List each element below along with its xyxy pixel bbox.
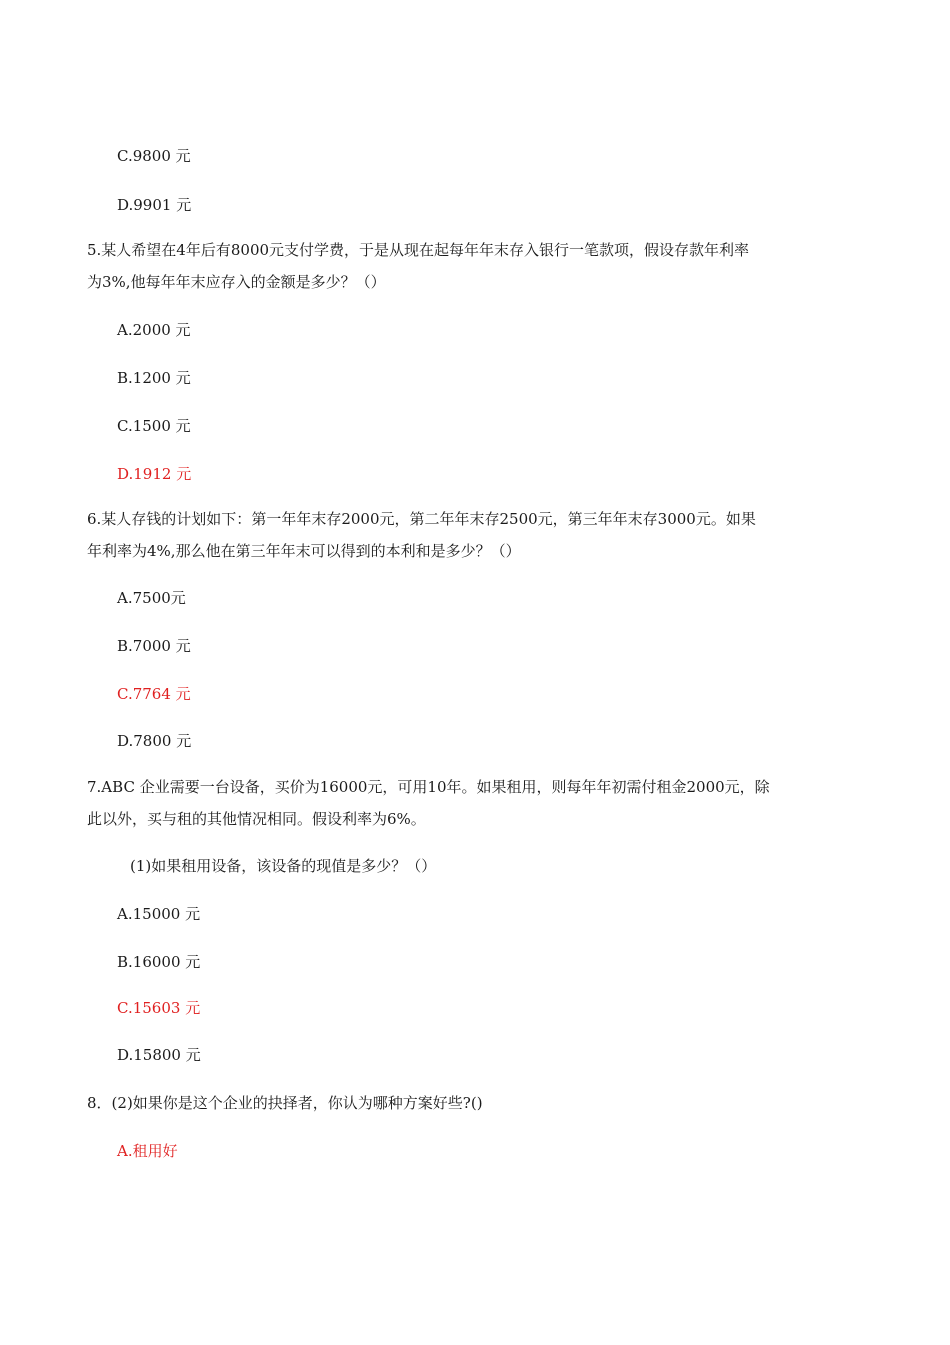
q6-option-d: D.7800 元: [117, 732, 192, 750]
q7-option-d: D.15800 元: [117, 1046, 201, 1064]
question-6-line-2: 年利率为4%,那么他在第三年年末可以得到的本利和是多少？（）: [87, 542, 521, 560]
q5-option-a: A.2000 元: [117, 321, 191, 339]
q5-option-b: B.1200 元: [117, 369, 191, 387]
q6-option-b: B.7000 元: [117, 637, 191, 655]
question-7-line-1: 7.ABC 企业需要一台设备，买价为16000元，可用10年。如果租用，则每年年初需付租金2000元，除: [87, 778, 770, 796]
question-5-line-2: 为3%,他每年年末应存入的金额是多少？（）: [87, 273, 386, 291]
question-8-line-1: 8．(2)如果你是这个企业的抉择者，你认为哪种方案好些?(): [87, 1094, 483, 1112]
option-c-prev: C.9800 元: [117, 147, 191, 165]
q5-option-c: C.1500 元: [117, 417, 191, 435]
question-5-line-1: 5.某人希望在4年后有8000元支付学费，于是从现在起每年年末存入银行一笔款项，假设存款年利率: [87, 241, 750, 259]
q7-option-c-answer: C.15603 元: [117, 999, 201, 1017]
option-d-prev: D.9901 元: [117, 196, 192, 214]
q7-option-b: B.16000 元: [117, 953, 201, 971]
q6-option-c-answer: C.7764 元: [117, 685, 191, 703]
question-6-line-1: 6.某人存钱的计划如下：第一年年末存2000元，第二年年末存2500元，第三年年末存3000元。如果: [87, 510, 756, 528]
question-7-sub-1: (1)如果租用设备，该设备的现值是多少？（）: [130, 857, 437, 875]
question-7-line-2: 此以外，买与租的其他情况相同。假设利率为6%。: [87, 810, 426, 828]
q7-option-a: A.15000 元: [117, 905, 201, 923]
q6-option-a: A.7500元: [117, 589, 186, 607]
q5-option-d-answer: D.1912 元: [117, 465, 192, 483]
q8-option-a-answer: A.租用好: [117, 1142, 178, 1160]
